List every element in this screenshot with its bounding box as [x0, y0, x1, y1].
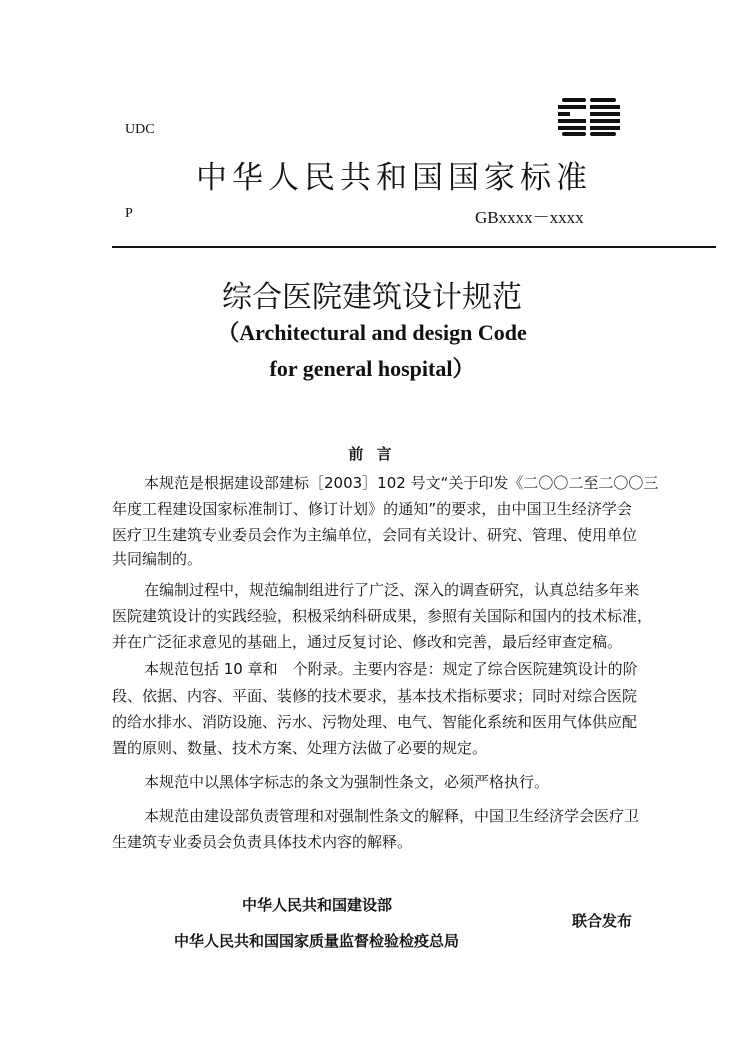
issuer-aqsiq: 中华人民共和国国家质量监督检验检疫总局	[174, 932, 460, 950]
preface-line: 置的原则、数量、技术方案、处理方法做了必要的规定。	[112, 739, 488, 757]
gb-logo	[558, 98, 620, 140]
preface-line: 医院建筑设计的实践经验，积极采纳科研成果，参照有关国际和国内的技术标准，	[112, 607, 653, 625]
gb-logo-icon	[558, 98, 620, 136]
preface-line: 在编制过程中，规范编制组进行了广泛、深入的调查研究，认真总结多年来	[144, 581, 640, 599]
preface-line: 本规范包括 10 章和 个附录。主要内容是：规定了综合医院建筑设计的阶	[144, 660, 638, 678]
preface-line: 生建筑专业委员会负责具体技术内容的解释。	[112, 833, 413, 851]
preface-line: 的给水排水、消防设施、污水、污物处理、电气、智能化系统和医用气体供应配	[112, 713, 638, 731]
doc-title: 综合医院建筑设计规范	[222, 280, 522, 315]
preface-heading: 前 言	[348, 445, 396, 463]
udc-label: UDC	[125, 122, 155, 137]
doc-title-en-1: （Architectural and design Code	[217, 320, 527, 345]
preface-line: 本规范是根据建设部建标［2003］102 号文“关于印发《二〇〇二至二〇〇三	[144, 474, 659, 492]
preface-line: 本规范中以黑体字标志的条文为强制性条文，必须严格执行。	[144, 773, 550, 791]
preface-line: 并在广泛征求意见的基础上，通过反复讨论、修改和完善，最后经审查定稿。	[112, 633, 623, 651]
issuer-ministry: 中华人民共和国建设部	[242, 896, 393, 914]
preface-line: 年度工程建设国家标准制订、修订计划》的通知”的要求，由中国卫生经济学会	[112, 500, 632, 518]
preface-line: 段、依据、内容、平面、装修的技术要求，基本技术指标要求；同时对综合医院	[112, 687, 638, 705]
preface-line: 本规范由建设部负责管理和对强制性条文的解释，中国卫生经济学会医疗卫	[144, 807, 640, 825]
preface-line: 共同编制的。	[112, 550, 203, 568]
class-code: P	[125, 206, 133, 221]
header-rule	[112, 246, 716, 248]
preface-line: 医疗卫生建筑专业委员会作为主编单位，会同有关设计、研究、管理、使用单位	[112, 526, 638, 544]
joint-issue: 联合发布	[572, 912, 633, 930]
doc-title-en-2: for general hospital）	[269, 356, 475, 381]
standard-number: GBxxxx－xxxx	[475, 208, 584, 227]
standard-type: 中华人民共和国国家标准	[196, 160, 592, 196]
